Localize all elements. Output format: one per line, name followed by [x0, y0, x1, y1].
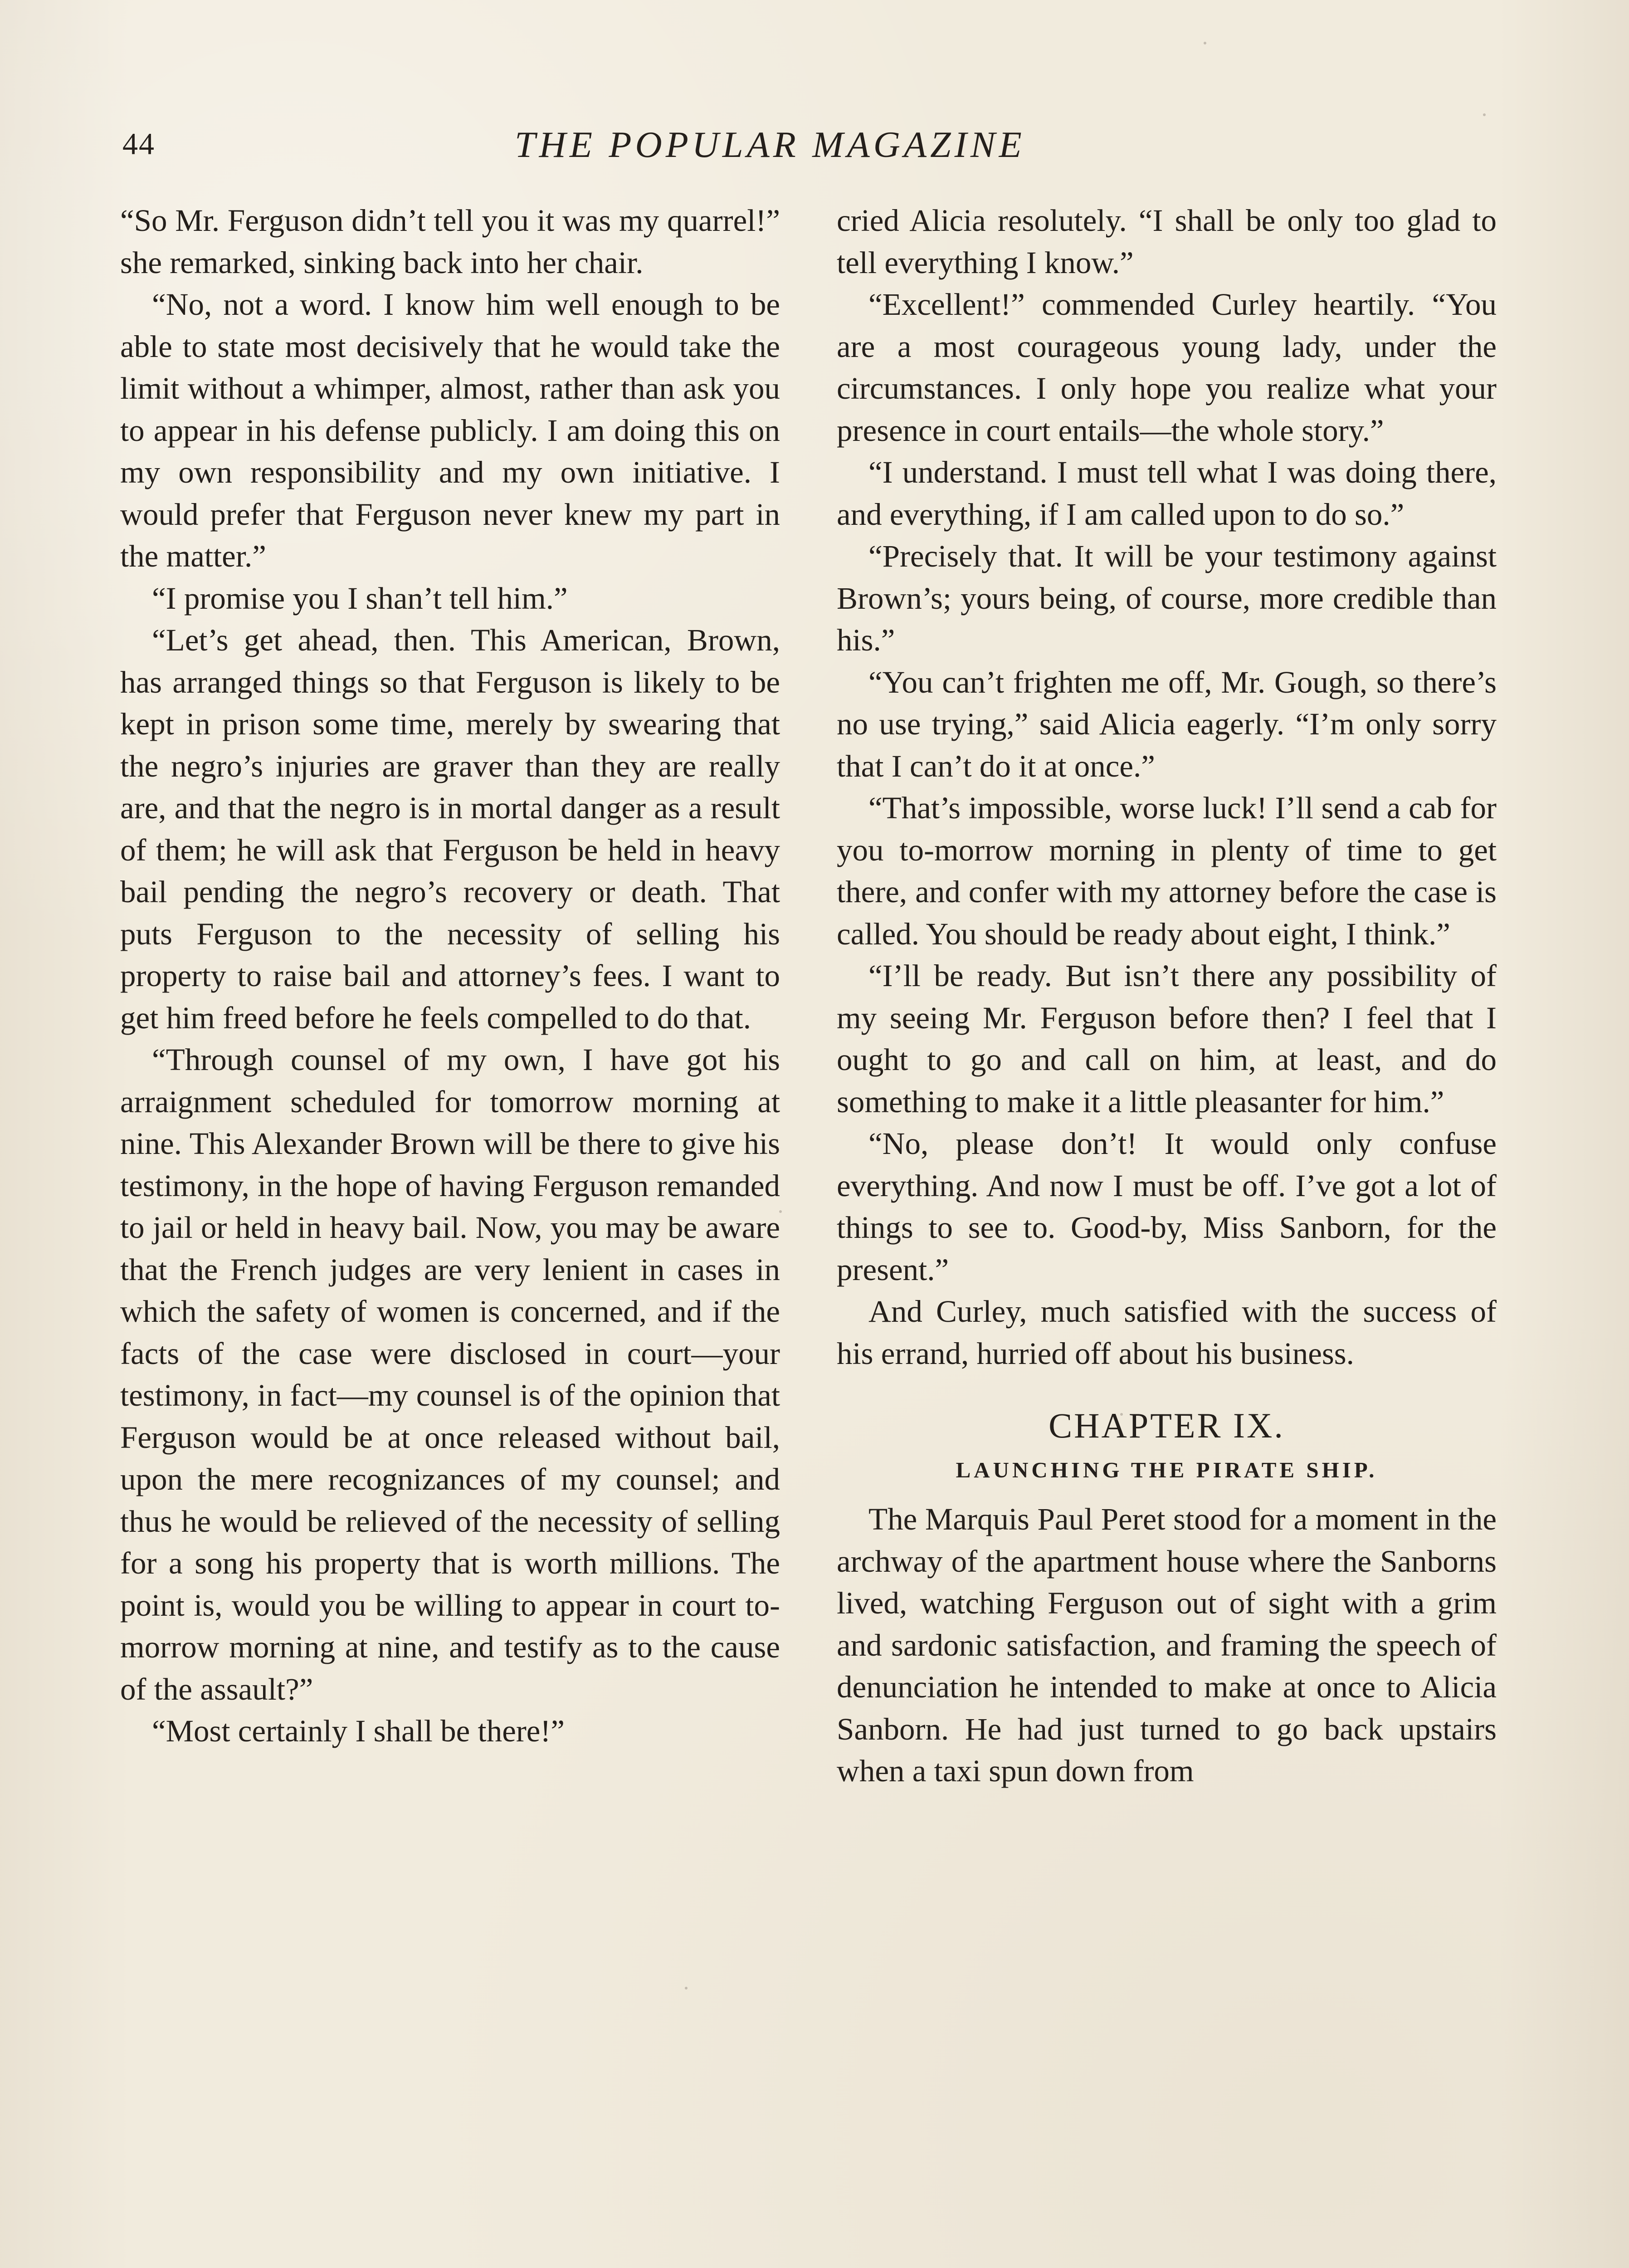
- left-paragraph-1: “So Mr. Ferguson didn’t tell you it was my quarrel!” she remarked, sinking back into her chair.: [120, 203, 780, 280]
- chapter-heading: [837, 1402, 1497, 1491]
- paper-speck: [1204, 42, 1206, 44]
- right-paragraph-6: “That’s impossible, worse luck! I’ll send a cab for you to-morrow morning in plenty of time to get there, and confer with my attorney before the case is called. You should be ready about eight, I think.”: [837, 791, 1497, 951]
- right-paragraph-4: “Precisely that. It will be your testimony against Brown’s; yours being, of course, more credible than his.”: [837, 539, 1497, 657]
- paper-speck: [779, 1210, 782, 1213]
- left-paragraph-6: “Most certainly I shall be there!”: [152, 1714, 565, 1748]
- right-paragraph-2: “Excellent!” commended Curley heartily. “You are a most courageous young lady, under the circumstances. I only hope you realize what your presence in court entails—the whole story.”: [837, 287, 1497, 448]
- paper-speck: [685, 1987, 688, 1989]
- paper-speck: [1483, 113, 1486, 116]
- running-title: THE POPULAR MAGAZINE: [515, 124, 1025, 165]
- left-paragraph-2: “No, not a word. I know him well enough to be able to state most decisively that he would take the limit without a whimper, almost, rather than ask you to appear in his defense publicly. I am doing this on my own responsibility and my own initiative. I would prefer that Ferguson never knew my part in the matter.”: [120, 287, 780, 573]
- right-paragraph-1: cried Alicia resolutely. “I shall be only too glad to tell everything I know.”: [837, 203, 1497, 280]
- chapter-subtitle: LAUNCHING THE PIRATE SHIP.: [956, 1457, 1378, 1482]
- left-text-column: [120, 200, 780, 1752]
- right-text-column: [837, 200, 1497, 1792]
- right-paragraph-3: “I understand. I must tell what I was doing there, and everything, if I am called upon to do so.”: [837, 455, 1497, 532]
- right-paragraph-8: “No, please don’t! It would only confuse everything. And now I must be off. I’ve got a lot of things to see to. Good-by, Miss Sanborn, for the present.”: [837, 1126, 1497, 1287]
- chapter-title: CHAPTER IX.: [1049, 1406, 1285, 1445]
- left-paragraph-3: “I promise you I shan’t tell him.”: [152, 581, 568, 616]
- left-paragraph-4: “Let’s get ahead, then. This American, Brown, has arranged things so that Ferguson is likely to be kept in prison some time, merely by swearing that the negro’s injuries are graver than they are really are, and that the negro is in mortal danger as a result of them; he will ask that Ferguson be held in heavy bail pending the negro’s recovery or death. That puts Ferguson to the necessity of selling his property to raise bail and attorney’s fees. I want to get him freed before he feels compelled to do that.: [120, 623, 780, 1035]
- right-paragraph-7: “I’ll be ready. But isn’t there any possibility of my seeing Mr. Ferguson before then? I feel that I ought to go and call on him, at least, and do something to make it a little pleasanter for him.”: [837, 958, 1497, 1119]
- left-paragraph-5: “Through counsel of my own, I have got his arraignment scheduled for tomorrow morning at nine. This Alexander Brown will be there to give his testimony, in the hope of having Ferguson remanded to jail or held in heavy bail. Now, you may be aware that the French judges are very lenient in cases in which the safety of women is concerned, and if the facts of the case were disclosed in court—your testimony, in fact—my counsel is of the opinion that Ferguson would be at once released without bail, upon the mere recognizances of my counsel; and thus he would be relieved of the necessity of selling for a song his property that is worth millions. The point is, would you be willing to appear in court to-morrow morning at nine, and testify as to the cause of the assault?”: [120, 1042, 780, 1706]
- right-paragraph-9: And Curley, much satisfied with the success of his errand, hurried off about his business.: [837, 1294, 1497, 1371]
- right-paragraph-5: “You can’t frighten me off, Mr. Gough, so there’s no use trying,” said Alicia eagerly. “I’m only sorry that I can’t do it at once.”: [837, 665, 1497, 783]
- right-paragraph-10: The Marquis Paul Peret stood for a moment in the archway of the apartment house where the Sanborns lived, watching Ferguson out of sight with a grim and sardonic satisfaction, and framing the speech of denunciation he intended to make at once to Alicia Sanborn. He had just turned to go back upstairs when a taxi spun down from: [837, 1502, 1497, 1788]
- paper-speck: [1120, 1413, 1123, 1416]
- page-number: 44: [122, 127, 155, 161]
- page-header: [0, 113, 1629, 168]
